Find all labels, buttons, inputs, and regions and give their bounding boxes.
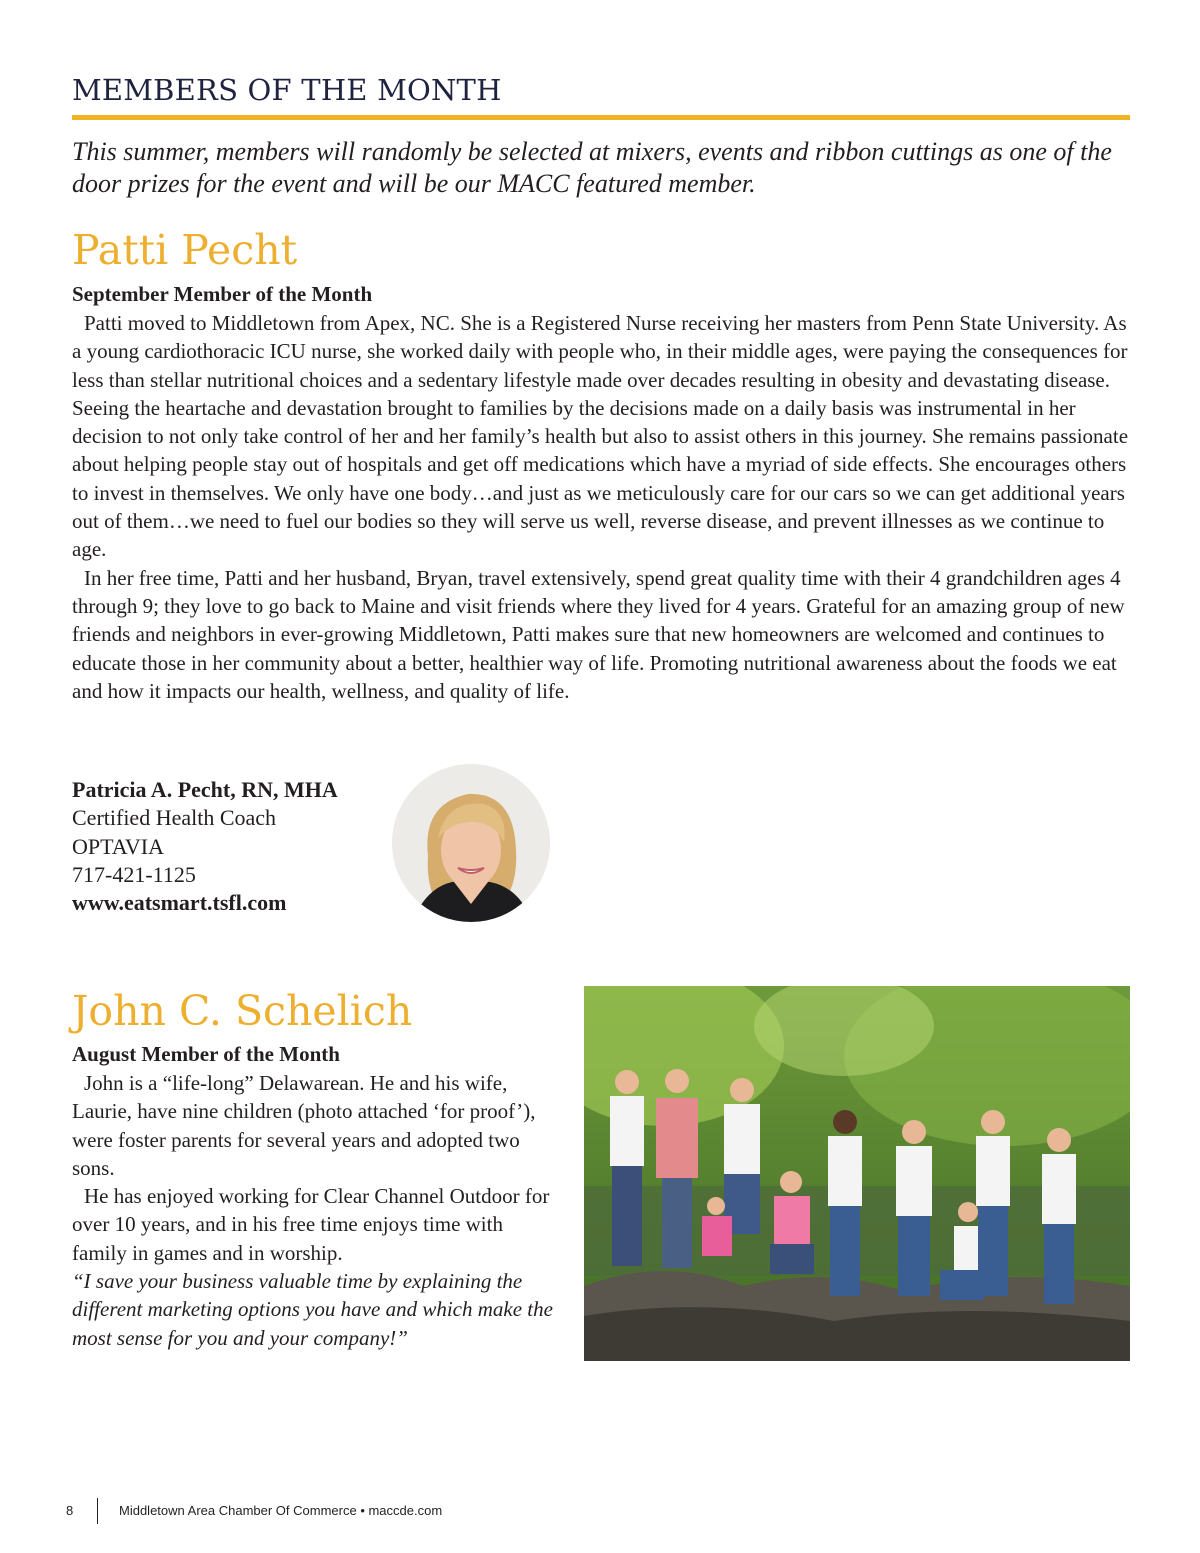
member-quote: “I save your business valuable time by explaining the different marketing options you have and which make the most sense for you and your company!” [72, 1269, 553, 1350]
page-footer [0, 1498, 1200, 1524]
family-photo [584, 986, 1130, 1361]
contact-company: OPTAVIA [72, 833, 164, 859]
member-subhead-patti: September Member of the Month [72, 282, 373, 306]
contact-phone[interactable]: 717-421-1125 [72, 861, 196, 887]
member-bio-patti [72, 309, 1132, 705]
footer-organization: Middletown Area Chamber Of Commerce • maccde.com [119, 1503, 443, 1518]
member-name-john: John C. Schelich [72, 987, 413, 1035]
bio-paragraph: Patti moved to Middletown from Apex, NC. She is a Registered Nurse receiving her masters from Penn State University. As a young cardiothoracic ICU nurse, she worked daily with people who, in their middle ages, were paying the consequences for less than stellar nutritional choices and a sedentary lifestyle made over decades resulting in obesity and devastating disease. Seeing the heartache and devastation brought to families by the decisions made on a daily basis was instrumental in her decision to not only take control of her and her family’s health but also to assist others in this journey. She remains passionate about helping people stay out of hospitals and get off medications which have a myriad of side effects. She encourages others to invest in themselves. We only have one body…and just as we meticulously care for our cars so we can get additional years out of them…we need to fuel our bodies so they will serve us well, reverse disease, and prevent illnesses as we continue to age. [72, 311, 1129, 562]
family-photo-illustration [584, 986, 1130, 1361]
portrait-illustration [392, 764, 550, 922]
contact-block [72, 776, 338, 917]
section-title: MEMBERS OF THE MONTH [72, 73, 502, 107]
contact-name: Patricia A. Pecht, RN, MHA [72, 777, 338, 802]
contact-title: Certified Health Coach [72, 805, 277, 831]
portrait-photo [392, 764, 550, 922]
bio-paragraph: In her free time, Patti and her husband, Bryan, travel extensively, spend great quality time with their 4 grandchildren ages 4 through 9; they love to go back to Maine and visit friends where they lived for 4 years. Grateful for an amazing group of new friends and neighbors in ever-growing Middletown, Patti makes sure that new homeowners are welcomed and continues to educate those in her community about a better, healthier way of life. Promoting nutritional awareness about the foods we eat and how it impacts our health, wellness, and quality of life. [72, 565, 1125, 703]
member-bio-john [72, 1069, 562, 1352]
page-number: 8 [66, 1503, 74, 1518]
bio-paragraph: John is a “life-long” Delawarean. He and his wife, Laurie, have nine children (photo attached ‘for proof’), were foster parents for several years and adopted two sons. [72, 1071, 536, 1180]
footer-divider [97, 1498, 98, 1524]
intro-text: This summer, members will randomly be selected at mixers, events and ribbon cuttings as one of the door prizes for the event and will be our MACC featured member. [72, 137, 1112, 198]
bio-paragraph: He has enjoyed working for Clear Channel Outdoor for over 10 years, and in his free time enjoys time with family in games and in worship. [72, 1184, 550, 1265]
contact-website-link[interactable]: www.eatsmart.tsfl.com [72, 890, 287, 916]
member-subhead-john: August Member of the Month [72, 1042, 340, 1066]
member-name-patti: Patti Pecht [72, 226, 298, 274]
title-rule [72, 115, 1130, 120]
